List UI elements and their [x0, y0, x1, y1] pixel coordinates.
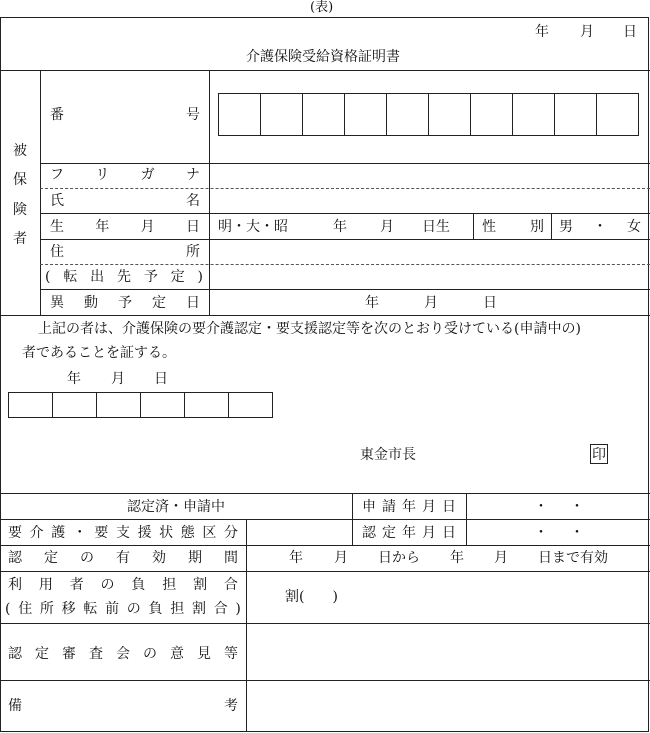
- label-char: 定: [382, 525, 396, 541]
- cert-code-cell[interactable]: [140, 392, 185, 418]
- issue-year: 年: [535, 24, 549, 40]
- insured-number-cell[interactable]: [386, 93, 429, 136]
- insured-section-label: [12, 144, 28, 246]
- label-char: 合: [223, 577, 238, 593]
- birth-day: 日生: [422, 219, 450, 235]
- issue-month: 月: [580, 24, 594, 40]
- label-char: 負: [131, 577, 146, 593]
- label-char: ・: [534, 499, 548, 515]
- insured-number-label: [50, 108, 200, 122]
- gender-options[interactable]: [559, 220, 641, 234]
- label-char: 住: [18, 601, 33, 617]
- birth-era: 明・大・昭: [218, 219, 288, 235]
- address-label: [50, 245, 200, 259]
- omote-label: (表): [310, 0, 334, 15]
- label-char: の: [143, 646, 157, 662]
- birth-year: 年: [333, 219, 347, 235]
- label-char: 支: [115, 525, 130, 541]
- birth-date-label: [50, 220, 200, 234]
- seal-text: 印: [592, 447, 606, 463]
- label-char: 動: [84, 295, 98, 311]
- label-char: 保: [13, 172, 27, 189]
- label-char: 所: [186, 244, 200, 260]
- label-char: 性: [482, 219, 496, 235]
- label-char: ナ: [185, 167, 200, 183]
- insured-number-cell[interactable]: [218, 93, 261, 136]
- label-char: 用: [38, 577, 53, 593]
- label-char: 者: [69, 577, 84, 593]
- cert-year: 年: [67, 371, 81, 387]
- label-char: 合: [213, 601, 228, 617]
- care-level-label: [8, 526, 238, 540]
- certification-date-label: [362, 526, 456, 540]
- committee-opinion-label: [8, 647, 238, 661]
- label-char: ガ: [140, 167, 155, 183]
- issue-day: 日: [623, 24, 637, 40]
- name-label: [50, 194, 200, 208]
- label-char: 号: [186, 107, 200, 123]
- label-char: 割: [191, 601, 206, 617]
- insured-number-cell[interactable]: [596, 93, 639, 136]
- label-char: 負: [148, 601, 163, 617]
- label-char: ): [197, 269, 203, 285]
- label-char: 年: [402, 499, 416, 515]
- label-char: 年: [402, 525, 416, 541]
- insured-number-cell[interactable]: [428, 93, 471, 136]
- validity-year2: 年: [450, 550, 464, 566]
- label-char: 前: [105, 601, 120, 617]
- label-char: 期: [188, 550, 202, 566]
- cert-code-cell[interactable]: [96, 392, 141, 418]
- label-char: 要: [94, 525, 109, 541]
- label-char: 日: [442, 525, 456, 541]
- validity-month2: 月: [494, 550, 508, 566]
- label-char: 日: [186, 295, 200, 311]
- insured-number-cells[interactable]: [218, 93, 639, 136]
- cert-day: 日: [154, 371, 168, 387]
- label-char: 見: [197, 646, 211, 662]
- cert-code-cell[interactable]: [8, 392, 53, 418]
- label-char: の: [80, 550, 94, 566]
- label-char: 分: [223, 525, 238, 541]
- insured-number-cell[interactable]: [470, 93, 513, 136]
- label-char: 定: [170, 269, 185, 285]
- label-char: 効: [152, 550, 166, 566]
- label-char: 定: [44, 550, 58, 566]
- birth-month: 月: [380, 219, 394, 235]
- label-char: (: [45, 269, 51, 285]
- label-char: 状: [159, 525, 174, 541]
- insured-number-cell[interactable]: [302, 93, 345, 136]
- label-char: 険: [13, 201, 27, 218]
- label-char: 氏: [50, 193, 64, 209]
- validity-period-label: [8, 551, 238, 565]
- furigana-label: [50, 168, 200, 182]
- label-char: 転: [83, 601, 98, 617]
- label-char: 番: [50, 107, 64, 123]
- label-char: 生: [50, 219, 64, 235]
- label-char: 被: [13, 143, 27, 159]
- cert-code-cell[interactable]: [184, 392, 229, 418]
- label-char: 会: [116, 646, 130, 662]
- insured-number-cell[interactable]: [512, 93, 555, 136]
- remarks-label: [8, 699, 238, 713]
- label-char: ・: [570, 499, 584, 515]
- label-char: 審: [62, 646, 76, 662]
- cert-code-cell[interactable]: [52, 392, 97, 418]
- label-char: ・: [72, 525, 87, 541]
- certification-text-line2: 者であることを証する。: [22, 345, 176, 361]
- issuer-name: 東金市長: [360, 447, 416, 463]
- label-char: 月: [422, 525, 436, 541]
- move-year: 年: [365, 295, 379, 311]
- seal-box: [590, 444, 608, 464]
- label-char: 予: [118, 295, 132, 311]
- label-char: 年: [95, 219, 110, 235]
- label-char: 介: [29, 525, 44, 541]
- form-title: 介護保険受給資格証明書: [246, 49, 400, 65]
- label-char: 住: [50, 244, 64, 260]
- label-char: 日: [442, 499, 456, 515]
- label-char: 割: [193, 577, 208, 593]
- label-char: 出: [90, 269, 105, 285]
- label-char: の: [100, 577, 115, 593]
- label-char: 移: [61, 601, 76, 617]
- validity-year1: 年: [289, 550, 303, 566]
- application-date-label: [362, 500, 456, 514]
- validity-until: 日まで有効: [538, 550, 608, 566]
- gender-label: [482, 220, 544, 234]
- move-date-label: [50, 296, 200, 310]
- label-char: 所: [39, 601, 54, 617]
- label-char: 認: [8, 646, 22, 662]
- label-char: 間: [224, 550, 238, 566]
- label-char: ・: [570, 525, 584, 541]
- label-char: 男: [559, 219, 573, 235]
- label-char: 異: [50, 295, 64, 311]
- cert-code-cell[interactable]: [228, 392, 273, 418]
- move-month: 月: [424, 295, 438, 311]
- move-day: 日: [483, 295, 497, 311]
- validity-from: 日から: [378, 550, 420, 566]
- label-char: 転: [63, 269, 78, 285]
- label-char: 予: [143, 269, 158, 285]
- label-char: 定: [35, 646, 49, 662]
- label-char: の: [126, 601, 141, 617]
- label-char: 有: [116, 550, 130, 566]
- label-char: 態: [180, 525, 195, 541]
- label-char: 先: [117, 269, 131, 285]
- label-char: 備: [8, 698, 22, 714]
- label-char: ): [235, 601, 241, 617]
- label-char: 者: [13, 230, 27, 247]
- label-char: 日: [185, 219, 200, 235]
- label-char: 考: [224, 698, 238, 714]
- label-char: 認: [362, 525, 376, 541]
- label-char: 護: [51, 525, 66, 541]
- insured-number-cell[interactable]: [344, 93, 387, 136]
- label-char: 申: [362, 499, 376, 515]
- label-char: 月: [140, 219, 155, 235]
- label-char: 要: [8, 525, 22, 541]
- cert-month: 月: [111, 371, 125, 387]
- label-char: フ: [50, 167, 64, 183]
- application-date-dots: [534, 500, 584, 514]
- validity-month1: 月: [334, 550, 348, 566]
- certification-date-dots: [534, 526, 584, 540]
- label-char: ・: [534, 525, 548, 541]
- label-char: 請: [382, 499, 396, 515]
- label-char: 月: [422, 499, 436, 515]
- label-char: 等: [224, 646, 238, 662]
- burden-ratio-label: [8, 578, 238, 592]
- label-char: 別: [530, 219, 544, 235]
- label-char: ・: [593, 219, 607, 235]
- burden-ratio-value: 割( ): [285, 589, 338, 605]
- label-char: 区: [202, 525, 217, 541]
- label-char: 査: [89, 646, 103, 662]
- label-char: 担: [162, 577, 177, 593]
- insured-number-cell[interactable]: [554, 93, 597, 136]
- cert-code-cells[interactable]: [8, 392, 273, 418]
- label-char: 定: [152, 295, 166, 311]
- certified-or-applying: 認定済・申請中: [127, 499, 225, 515]
- label-char: 援: [137, 525, 152, 541]
- label-char: 担: [170, 601, 185, 617]
- certification-text-line1: 上記の者は、介護保険の要介護認定・要支援認定等を次のとおり受けている(申請中の): [38, 321, 581, 337]
- label-char: 女: [627, 219, 641, 235]
- label-char: 認: [8, 550, 22, 566]
- transfer-destination-label: [45, 270, 203, 284]
- burden-ratio-prev-label: [5, 602, 241, 616]
- label-char: 意: [170, 646, 184, 662]
- label-char: (: [5, 601, 11, 617]
- insured-number-cell[interactable]: [260, 93, 303, 136]
- label-char: 名: [186, 193, 200, 209]
- label-char: リ: [95, 167, 110, 183]
- label-char: 利: [8, 577, 22, 593]
